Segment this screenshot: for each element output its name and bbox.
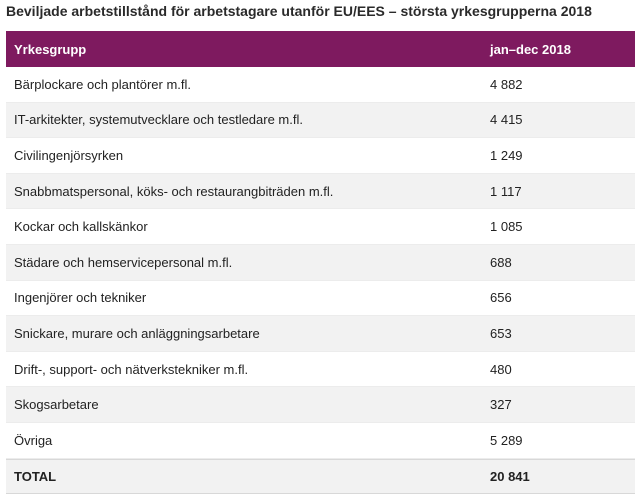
- count-cell: 688: [490, 254, 512, 270]
- column-header-period: jan–dec 2018: [490, 41, 571, 57]
- page-title: Beviljade arbetstillstånd för arbetstagare utanför EU/EES – största yrkesgrupperna 2018: [6, 3, 592, 19]
- table-row: [6, 281, 635, 317]
- table-row: [6, 209, 635, 245]
- occupation-cell: Övriga: [14, 432, 53, 448]
- table-total-row: [6, 459, 635, 495]
- count-cell: 1 085: [490, 219, 523, 235]
- total-value: 20 841: [490, 468, 530, 484]
- occupation-cell: Civilingenjörsyrken: [14, 147, 124, 163]
- occupation-cell: Bärplockare och plantörer m.fl.: [14, 76, 192, 92]
- occupation-cell: Snabbmatspersonal, köks- och restaurangbiträden m.fl.: [14, 183, 334, 199]
- table-header-row: [6, 31, 635, 67]
- count-cell: 4 882: [490, 76, 523, 92]
- count-cell: 327: [490, 397, 512, 413]
- occupation-cell: IT-arkitekter, systemutvecklare och testledare m.fl.: [14, 112, 303, 128]
- count-cell: 480: [490, 361, 512, 377]
- occupation-cell: Städare och hemservicepersonal m.fl.: [14, 254, 233, 270]
- table-row: [6, 387, 635, 423]
- table-row: [6, 67, 635, 103]
- table-row: [6, 103, 635, 139]
- occupation-cell: Kockar och kallskänkor: [14, 219, 148, 235]
- occupation-cell: Skogsarbetare: [14, 397, 99, 413]
- column-header-occupation: Yrkesgrupp: [14, 41, 87, 57]
- occupation-cell: Snickare, murare och anläggningsarbetare: [14, 325, 260, 341]
- table-row: [6, 138, 635, 174]
- count-cell: 1 117: [490, 183, 522, 199]
- table-row: [6, 245, 635, 281]
- table-row: [6, 316, 635, 352]
- table-row: [6, 423, 635, 459]
- table-row: [6, 174, 635, 210]
- count-cell: 656: [490, 290, 512, 306]
- total-label: TOTAL: [14, 468, 57, 484]
- count-cell: 1 249: [490, 147, 523, 163]
- table-row: [6, 352, 635, 388]
- occupation-cell: Ingenjörer och tekniker: [14, 290, 147, 306]
- count-cell: 653: [490, 325, 512, 341]
- count-cell: 5 289: [490, 432, 523, 448]
- occupation-cell: Drift-, support- och nätverkstekniker m.fl.: [14, 361, 249, 377]
- count-cell: 4 415: [490, 112, 523, 128]
- permits-table: [6, 31, 635, 494]
